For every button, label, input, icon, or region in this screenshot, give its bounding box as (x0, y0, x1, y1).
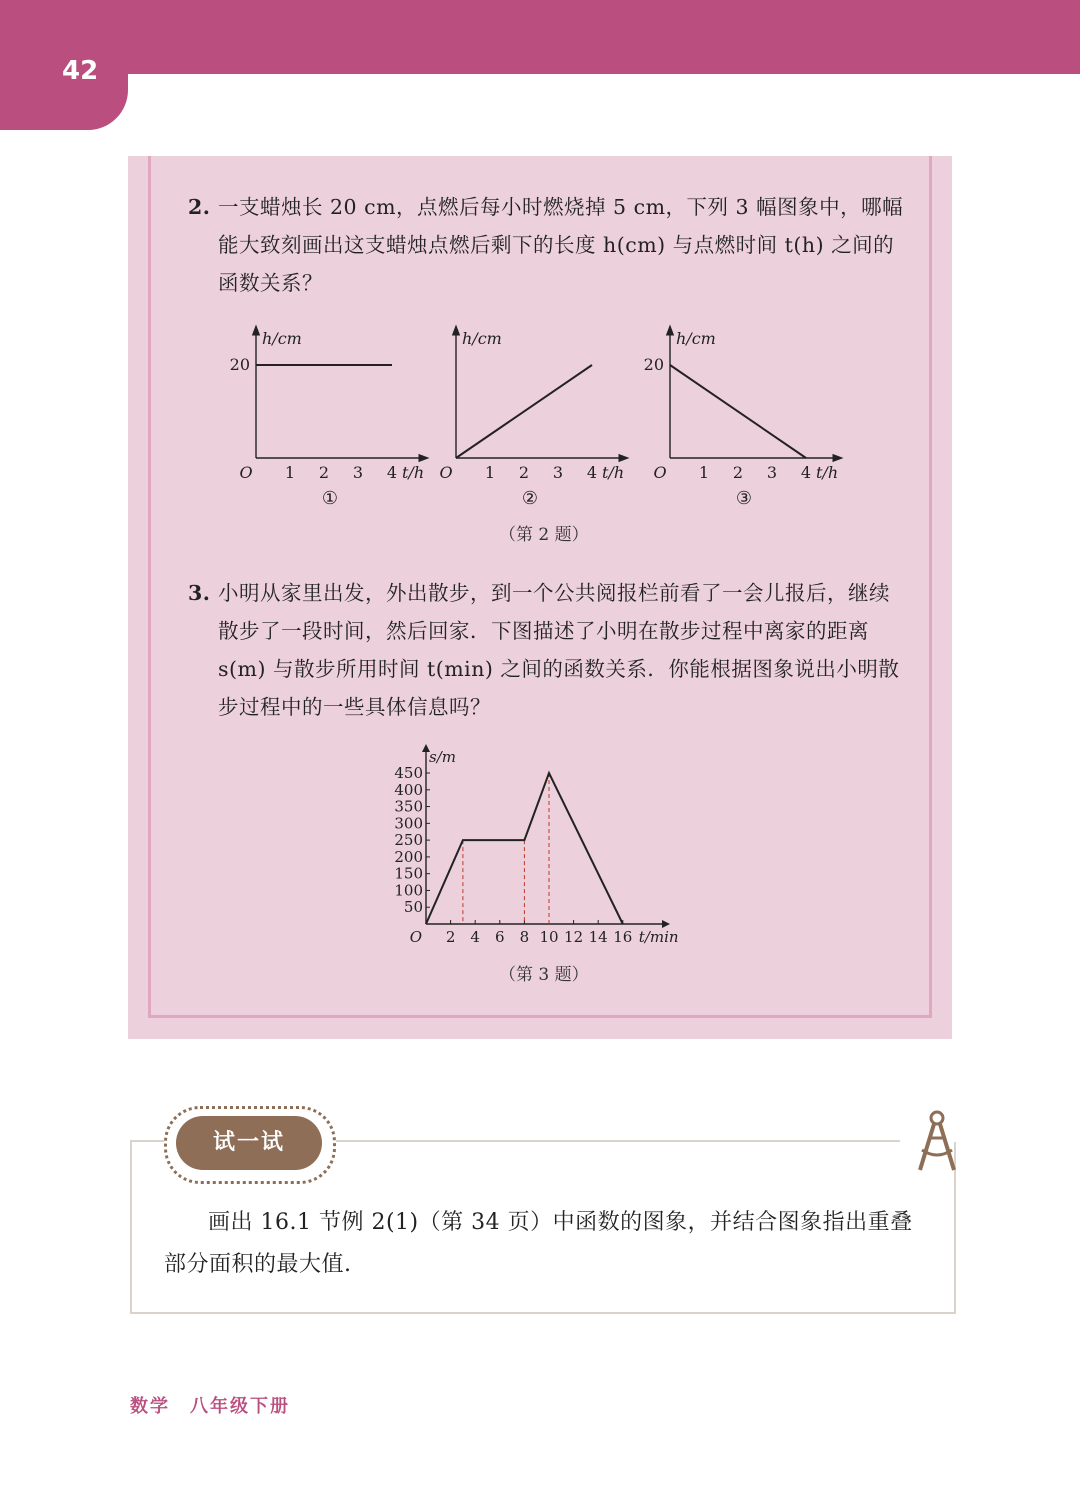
x-axis-label: t/h (816, 463, 839, 482)
y-tick-label: 400 (394, 780, 423, 799)
y-tick-label: 150 (394, 864, 423, 883)
y-tick-label: 20 (229, 355, 250, 374)
x-tick-label: 12 (564, 928, 584, 946)
panel-border-left (148, 156, 151, 1018)
y-axis-label: h/cm (676, 329, 716, 348)
y-tick-label: 250 (394, 831, 423, 850)
x-tick-label: 10 (539, 928, 559, 946)
x-axis-label: t/h (602, 463, 625, 482)
y-tick-label: 300 (394, 814, 423, 833)
x-tick-label: 3 (352, 463, 364, 482)
chart-4 (394, 744, 678, 946)
y-axis-label: h/cm (462, 329, 502, 348)
x-axis-label: t/h (402, 463, 425, 482)
question-number: 2. (188, 195, 211, 219)
x-tick-label: 2 (518, 463, 530, 482)
y-tick-label: 350 (394, 797, 423, 816)
chart-2 (439, 329, 624, 509)
origin-label: O (409, 928, 422, 946)
x-axis-label: t/min (638, 928, 679, 946)
x-axis-arrow (662, 920, 670, 928)
panel-border-right (929, 156, 932, 1018)
x-tick-label: 1 (484, 463, 496, 482)
q3-caption: （第 3 题） (499, 965, 589, 985)
origin-label: O (653, 463, 667, 482)
question-number: 3. (188, 581, 211, 605)
data-line (670, 365, 806, 458)
x-tick-label: 2 (318, 463, 330, 482)
x-tick-label: 2 (445, 928, 456, 946)
x-tick-label: 16 (613, 928, 633, 946)
compass-icon (910, 1108, 964, 1178)
question-3 (188, 574, 908, 726)
x-tick-label: 3 (552, 463, 564, 482)
try-badge: 试一试 (176, 1116, 322, 1170)
y-tick-label: 20 (643, 355, 664, 374)
data-line (456, 365, 592, 458)
question-2 (188, 188, 908, 302)
x-tick-label: 8 (519, 928, 530, 946)
x-tick-label: 14 (588, 928, 608, 946)
q2-caption: （第 2 题） (499, 525, 589, 545)
chart-number-label: ① (321, 488, 339, 509)
x-tick-label: 4 (386, 463, 398, 482)
try-text: 画出 16.1 节例 2(1)（第 34 页）中函数的图象，并结合图象指出重叠部分面积的最大值. (164, 1210, 913, 1277)
x-tick-label: 1 (284, 463, 296, 482)
x-tick-label: 3 (766, 463, 778, 482)
origin-label: O (439, 463, 453, 482)
x-tick-label: 6 (495, 928, 505, 946)
chart-1 (230, 329, 424, 509)
y-axis-label: h/cm (262, 329, 302, 348)
x-tick-label: 4 (470, 928, 480, 946)
question-text: 小明从家里出发，外出散步，到一个公共阅报栏前看了一会儿报后，继续散步了一段时间，然后回家．下图描述了小明在散步过程中离家的距离 s(m) 与散步所用时间 t(min) 之间的函数关系．你能根据图象说出小明散步过程中的一些具体信息吗？ (218, 581, 900, 719)
chart-number-label: ③ (735, 488, 753, 509)
y-tick-label: 200 (394, 847, 423, 866)
x-tick-label: 4 (800, 463, 812, 482)
y-tick-label: 50 (403, 898, 423, 917)
question-text: 一支蜡烛长 20 cm，点燃后每小时燃烧掉 5 cm，下列 3 幅图象中，哪幅能大致刻画出这支蜡烛点燃后剩下的长度 h(cm) 与点燃时间 t(h) 之间的函数关系？ (218, 195, 904, 295)
q2-charts (220, 318, 920, 518)
chart-3 (644, 329, 838, 509)
page-number: 42 (62, 56, 99, 86)
y-tick-label: 100 (394, 881, 423, 900)
origin-label: O (239, 463, 253, 482)
x-tick-label: 4 (586, 463, 598, 482)
q3-chart (380, 740, 700, 950)
y-axis-label: s/m (429, 748, 456, 766)
chart-number-label: ② (521, 488, 539, 509)
panel-border-bottom (148, 1015, 932, 1018)
x-tick-label: 1 (698, 463, 710, 482)
header-band (0, 0, 1080, 74)
book-title-footer: 数学 八年级下册 (130, 1396, 290, 1417)
y-tick-label: 450 (394, 764, 423, 782)
x-tick-label: 2 (732, 463, 744, 482)
